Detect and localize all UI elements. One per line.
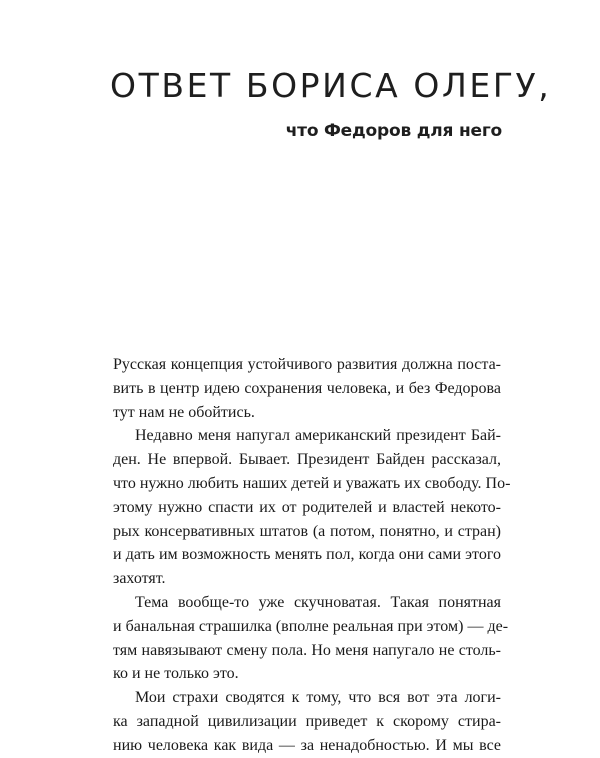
text-line: Недавно меня напугал американский президент Бай- <box>135 427 501 445</box>
text-line: нию человека как вида — за ненадобностью. И мы все <box>113 736 501 754</box>
text-line: Тема вообще-то уже скучноватая. Такая понятная <box>135 593 501 611</box>
text-line: тут нам не обойтись. <box>113 403 255 421</box>
text-line: рых консервативных штатов (а потом, понятно, и стран) <box>113 522 501 540</box>
chapter-subtitle: что Федоров для него <box>285 121 502 141</box>
paragraph <box>113 591 509 686</box>
text-line: что нужно любить наших детей и уважать их свободу. По- <box>113 474 511 492</box>
chapter-title: ОТВЕТ БОРИСА ОЛЕГУ, <box>110 66 552 105</box>
text-line: Мои страхи сводятся к тому, что вся вот эта логи- <box>135 689 501 707</box>
text-line: захотят. <box>113 570 166 588</box>
text-line: и дать им возможность менять пол, когда они сами этого <box>113 546 501 564</box>
paragraph <box>113 686 501 757</box>
text-line: вить в центр идею сохранения человека, и без Федорова <box>113 379 501 397</box>
text-line: ден. Не впервой. Бывает. Президент Байден рассказал, <box>113 451 501 469</box>
text-line: тям навязывают смену пола. Но меня напугало не столь- <box>113 641 501 659</box>
text-line: ко и не только это. <box>113 665 239 683</box>
paragraph <box>113 353 501 424</box>
text-line: этому нужно спасти их от родителей и властей некото- <box>113 498 501 516</box>
paragraph <box>113 424 511 591</box>
text-line: Русская концепция устойчивого развития должна поста- <box>113 356 501 373</box>
text-line: и банальная страшилка (вполне реальная при этом) — де- <box>113 617 509 635</box>
text-line: ка западной цивилизации приведет к скорому стира- <box>113 712 501 730</box>
body-text <box>113 353 511 758</box>
